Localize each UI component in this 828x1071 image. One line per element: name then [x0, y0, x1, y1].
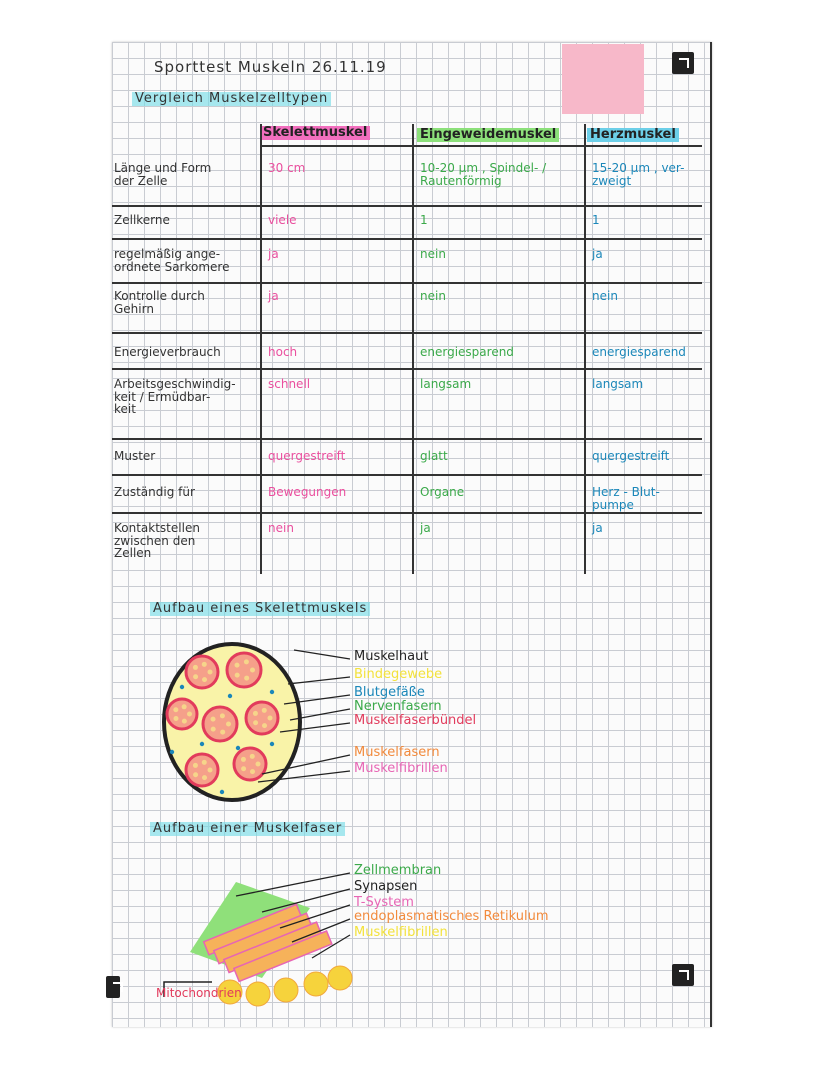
muscle-fiber-dot	[187, 712, 192, 717]
muscle-fiber-dot	[202, 760, 207, 765]
blood-vessel-dot	[220, 790, 224, 794]
muscle-fiber-dot	[244, 676, 249, 681]
muscle-fiber-dot	[253, 720, 258, 725]
legend-label: Muskelfasern	[354, 745, 440, 760]
legend-label: Muskelfibrillen	[354, 925, 448, 940]
muscle-fiber-dot	[226, 722, 231, 727]
page-marker-icon	[672, 52, 694, 74]
blood-vessel-dot	[170, 750, 174, 754]
table-cell: energiesparend	[592, 345, 686, 359]
page-title: Sporttest Muskeln 26.11.19	[154, 58, 387, 76]
muscle-bundle-shape	[246, 702, 278, 734]
table-cell: ja	[268, 289, 279, 303]
muscle-fiber-dot	[193, 665, 198, 670]
muscle-fiber-dot	[193, 763, 198, 768]
table-header-line	[262, 145, 702, 147]
blood-vessel-dot	[236, 746, 240, 750]
table-cell: nein	[420, 247, 446, 261]
table-row-line	[112, 282, 702, 284]
table-cell: nein	[592, 289, 618, 303]
muscle-fiber-dot	[235, 663, 240, 668]
mitochondrion-shape	[246, 982, 270, 1006]
table-cell: glatt	[420, 449, 448, 463]
table-row-line	[112, 238, 702, 240]
legend-label: Zellmembran	[354, 863, 442, 878]
table-cell: Bewegungen	[268, 485, 347, 499]
muscle-fiber-dot	[211, 727, 216, 732]
legend-label: Nervenfasern	[354, 699, 442, 714]
blood-vessel-dot	[180, 685, 184, 689]
legend-label: T-System	[354, 895, 414, 910]
table-cell: 30 cm	[268, 161, 306, 175]
muscle-fiber-dot	[250, 668, 255, 673]
muscle-fiber-dot	[173, 716, 178, 721]
muscle-fiber-dot	[202, 775, 207, 780]
muscle-fiber-dot	[253, 711, 258, 716]
muscle-fiber-dot	[202, 662, 207, 667]
pointer-line	[236, 873, 350, 896]
legend-label: Muskelfaserbündel	[354, 713, 477, 728]
header-herzmuskel: Herzmuskel	[587, 128, 679, 142]
table-row-line	[112, 368, 702, 370]
table-row-line	[112, 438, 702, 440]
row-label: Kontrolle durch Gehirn	[114, 289, 205, 316]
table-cell: 1	[592, 213, 600, 227]
pointer-line	[288, 677, 350, 684]
table-cell: hoch	[268, 345, 298, 359]
table-row-line	[112, 474, 702, 476]
table-cell: ja	[420, 521, 431, 535]
row-label: Länge und Form der Zelle	[114, 161, 212, 188]
muscle-fiber-dot	[250, 769, 255, 774]
muscle-fiber-dot	[193, 674, 198, 679]
table-column-line	[260, 124, 262, 574]
muscle-fiber-dot	[182, 704, 187, 709]
muscle-fiber-dot	[256, 762, 261, 767]
row-label: regelmäßig ange- ordnete Sarkomere	[114, 247, 230, 274]
blood-vessel-dot	[270, 690, 274, 694]
table-cell: 1	[420, 213, 428, 227]
mitochondrien-label: Mitochondrien	[156, 986, 242, 1000]
table-cell: nein	[420, 289, 446, 303]
legend-label: Muskelfibrillen	[354, 761, 448, 776]
muscle-fiber-dot	[241, 757, 246, 762]
mitochondrion-shape	[304, 972, 328, 996]
muscle-fiber-dot	[208, 670, 213, 675]
table-cell: nein	[268, 521, 294, 535]
muscle-fiber-dot	[244, 659, 249, 664]
legend-label: Muskelhaut	[354, 649, 429, 664]
table-cell: Organe	[420, 485, 465, 499]
table-cell: 10-20 µm , Spindel- / Rautenförmig	[420, 161, 547, 188]
muscle-fiber-dot	[220, 730, 225, 735]
muscle-fiber-dot	[193, 772, 198, 777]
pointer-line	[294, 650, 350, 659]
muscle-fiber-dot	[220, 713, 225, 718]
page-subtitle: Vergleich Muskelzelltypen	[132, 92, 331, 106]
table-row-line	[112, 512, 702, 514]
table-cell: viele	[268, 213, 297, 227]
blood-vessel-dot	[200, 742, 204, 746]
muscle-bundle-shape	[186, 656, 218, 688]
muscle-fiber-dot	[241, 766, 246, 771]
table-cell: energiesparend	[420, 345, 514, 359]
muscle-fiber-dot	[262, 723, 267, 728]
muscle-fiber-dot	[208, 768, 213, 773]
row-label: Energieverbrauch	[114, 345, 221, 359]
table-cell: quergestreift	[268, 449, 346, 463]
muscle-fiber-dot	[262, 708, 267, 713]
row-label: Zuständig für	[114, 485, 195, 499]
notebook-page	[112, 42, 712, 1027]
legend-label: endoplasmatisches Retikulum	[354, 909, 549, 924]
table-row-line	[112, 205, 702, 207]
legend-label: Bindegewebe	[354, 667, 443, 682]
table-cell: 15-20 µm , ver- zweigt	[592, 161, 685, 188]
muscle-bundle-shape	[227, 653, 261, 687]
muscle-fiber-dot	[202, 677, 207, 682]
table-column-line	[584, 124, 586, 574]
muscle-fiber-dot	[235, 673, 240, 678]
muscle-fiber-dot	[173, 707, 178, 712]
legend-label: Blutgefäße	[354, 685, 425, 700]
muscle-bundle-shape	[186, 754, 218, 786]
section-title-skelettmuskel: Aufbau eines Skelettmuskels	[150, 602, 370, 616]
table-cell: quergestreift	[592, 449, 670, 463]
table-cell: ja	[592, 521, 603, 535]
table-cell: ja	[592, 247, 603, 261]
muscle-bundle-shape	[203, 707, 237, 741]
muscle-fiber-dot	[250, 754, 255, 759]
table-cell: langsam	[592, 377, 644, 391]
table-cell: schnell	[268, 377, 311, 391]
legend-label: Synapsen	[354, 879, 418, 894]
muscle-bundle-shape	[234, 748, 266, 780]
mitochondrion-shape	[328, 966, 352, 990]
row-label: Kontaktstellen zwischen den Zellen	[114, 521, 200, 561]
header-eingeweidemuskel: Eingeweidemuskel	[417, 128, 559, 142]
table-column-line	[412, 124, 414, 574]
header-skelettmuskel: Skelettmuskel	[260, 126, 370, 140]
row-label: Muster	[114, 449, 156, 463]
section-title-muskelfaser: Aufbau einer Muskelfaser	[150, 822, 345, 836]
sticky-note	[562, 44, 644, 114]
muscle-bundle-shape	[167, 699, 197, 729]
blood-vessel-dot	[228, 694, 232, 698]
table-cell: ja	[268, 247, 279, 261]
muscle-fiber-dot	[268, 716, 273, 721]
blood-vessel-dot	[270, 742, 274, 746]
table-cell: langsam	[420, 377, 472, 391]
table-cell: Herz - Blut- pumpe	[592, 485, 660, 512]
row-label: Zellkerne	[114, 213, 170, 227]
muscle-fiber-dot	[211, 717, 216, 722]
mitochondrion-shape	[274, 978, 298, 1002]
table-row-line	[112, 332, 702, 334]
row-label: Arbeitsgeschwindig- keit / Ermüdbar- keit	[114, 377, 236, 417]
muscle-fiber-dot	[182, 719, 187, 724]
